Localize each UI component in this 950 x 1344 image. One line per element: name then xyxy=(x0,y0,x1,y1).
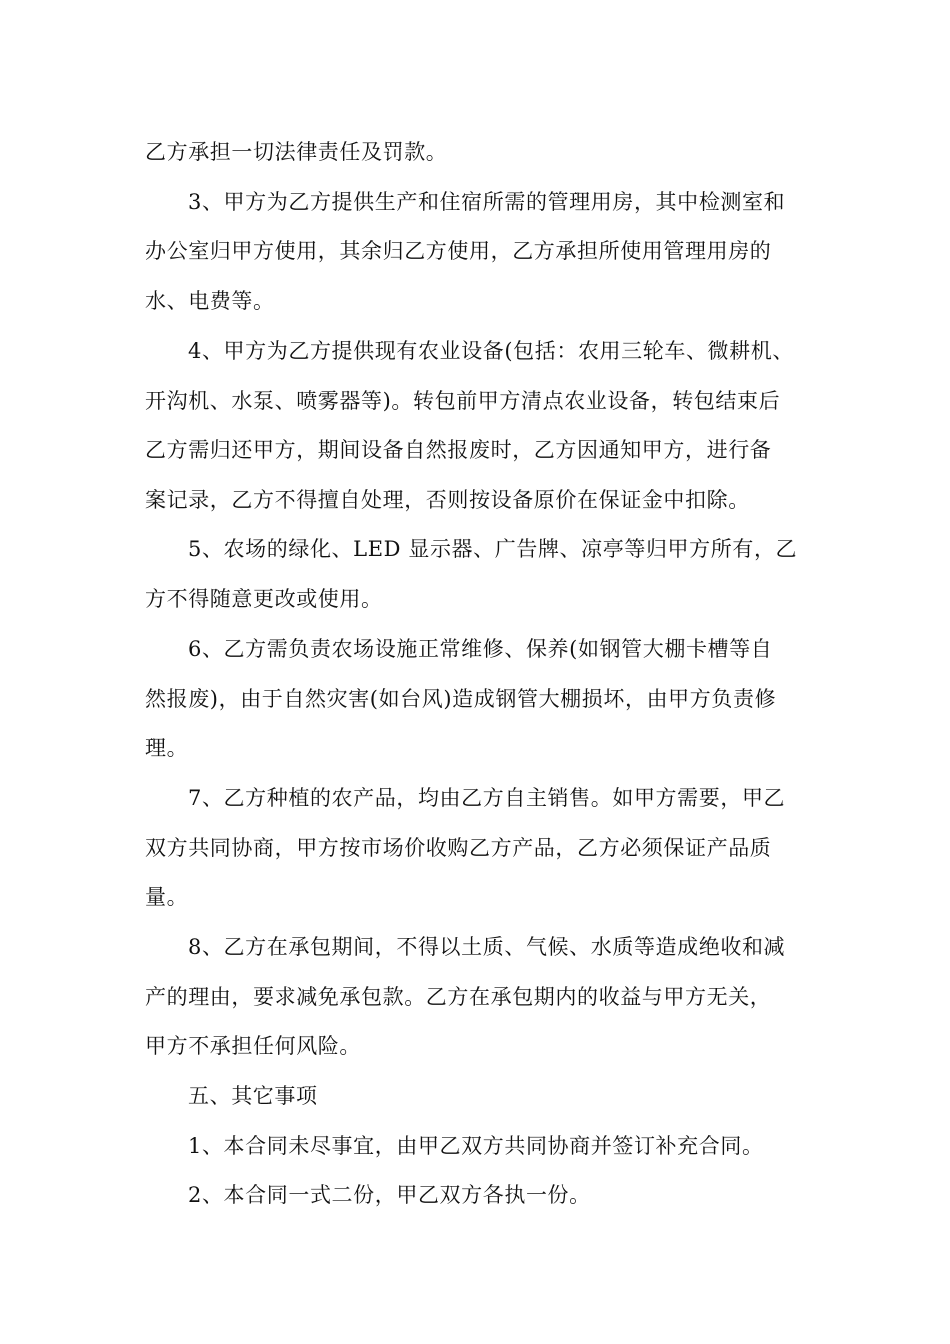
paragraph-line: 4、甲方为乙方提供现有农业设备(包括：农用三轮车、微耕机、 xyxy=(188,339,794,363)
paragraph-line: 3、甲方为乙方提供生产和住宿所需的管理用房，其中检测室和 xyxy=(188,190,786,214)
paragraph-line: 甲方不承担任何风险。 xyxy=(145,1034,361,1058)
paragraph-line: 然报废)，由于自然灾害(如台风)造成钢管大棚损坏，由甲方负责修 xyxy=(145,687,777,711)
paragraph-line: 7、乙方种植的农产品，均由乙方自主销售。如甲方需要，甲乙 xyxy=(188,786,786,810)
paragraph-line: 量。 xyxy=(145,885,189,909)
paragraph-line: 6、乙方需负责农场设施正常维修、保养(如钢管大棚卡槽等自 xyxy=(188,637,773,661)
paragraph-line: 水、电费等。 xyxy=(145,289,275,313)
paragraph-line: 产的理由，要求减免承包款。乙方在承包期内的收益与甲方无关， xyxy=(145,985,772,1009)
paragraph-line: 理。 xyxy=(145,736,189,760)
paragraph-line: 开沟机、水泵、喷雾器等)。转包前甲方清点农业设备，转包结束后 xyxy=(145,389,781,413)
paragraph-line: 办公室归甲方使用，其余归乙方使用，乙方承担所使用管理用房的 xyxy=(145,239,772,263)
paragraph-line: 8、乙方在承包期间，不得以土质、气候、水质等造成绝收和减 xyxy=(188,935,786,959)
paragraph-line: 1、本合同未尽事宜，由甲乙双方共同协商并签订补充合同。 xyxy=(188,1134,764,1158)
paragraph-line: 双方共同协商，甲方按市场价收购乙方产品，乙方必须保证产品质 xyxy=(145,836,772,860)
paragraph-line: 5、农场的绿化、LED 显示器、广告牌、凉亭等归甲方所有，乙 xyxy=(188,537,798,561)
paragraph-line: 方不得随意更改或使用。 xyxy=(145,587,383,611)
paragraph-line: 案记录，乙方不得擅自处理，否则按设备原价在保证金中扣除。 xyxy=(145,488,750,512)
paragraph-line: 乙方承担一切法律责任及罚款。 xyxy=(145,140,448,164)
paragraph-line: 乙方需归还甲方，期间设备自然报废时，乙方因通知甲方，进行备 xyxy=(145,438,772,462)
section-heading: 五、其它事项 xyxy=(188,1084,318,1108)
paragraph-line: 2、本合同一式二份，甲乙双方各执一份。 xyxy=(188,1183,591,1207)
